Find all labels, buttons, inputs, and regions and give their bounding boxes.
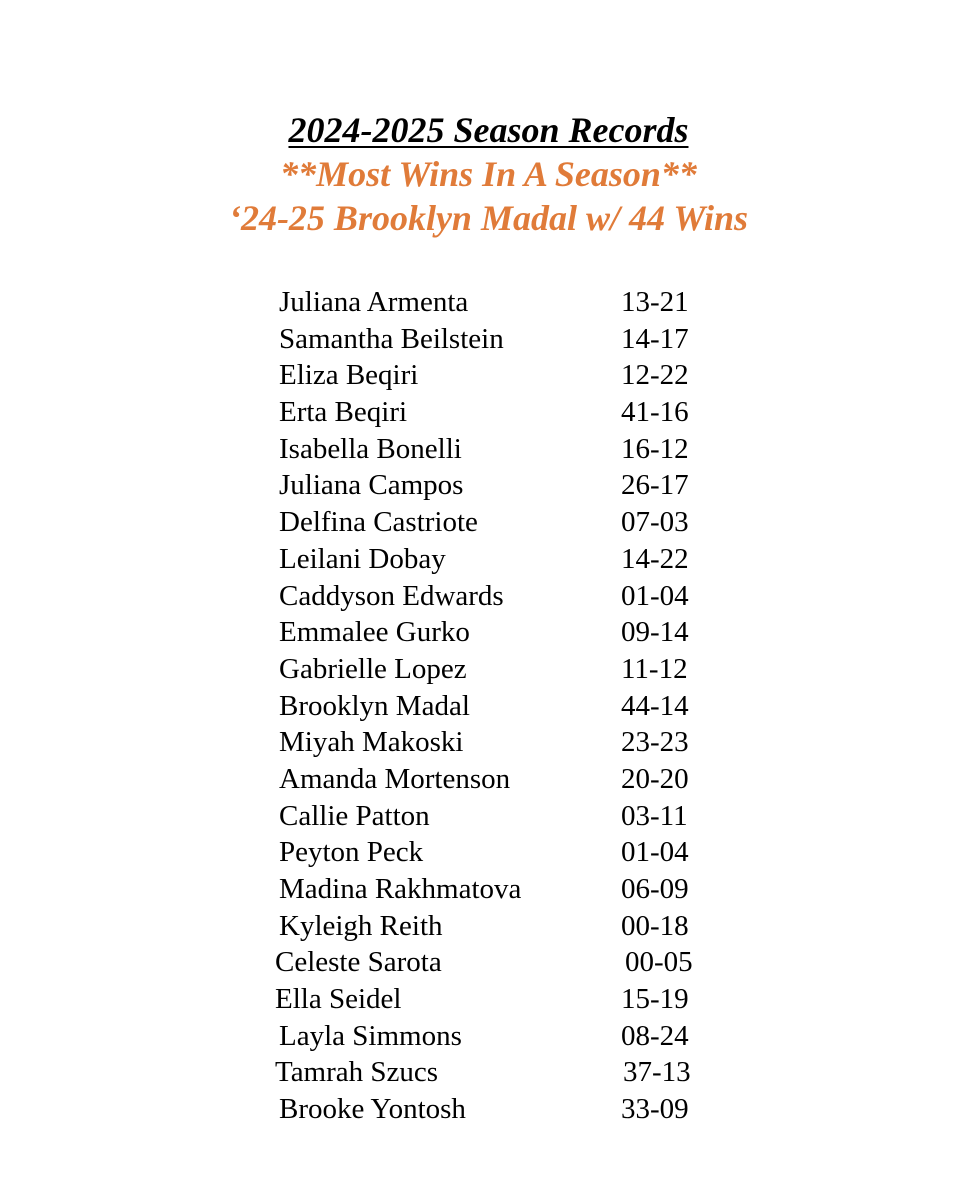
player-name: Amanda Mortenson	[279, 762, 511, 795]
player-name: Erta Beqiri	[279, 396, 408, 429]
player-name: Isabella Bonelli	[279, 432, 462, 465]
most-wins-heading: **Most Wins In A Season**	[280, 154, 697, 194]
records-header	[0, 108, 977, 240]
player-name: Callie Patton	[279, 799, 430, 832]
player-record: 15-19	[621, 983, 689, 1016]
record-row	[0, 1018, 977, 1055]
player-name: Emmalee Gurko	[279, 616, 470, 649]
player-name: Juliana Campos	[279, 469, 464, 502]
player-record: 14-22	[621, 542, 689, 575]
player-name: Kyleigh Reith	[279, 909, 443, 942]
player-name: Juliana Armenta	[279, 286, 469, 318]
player-name: Samantha Beilstein	[279, 322, 504, 355]
player-record: 13-21	[621, 286, 689, 318]
player-name: Layla Simmons	[279, 1019, 462, 1052]
record-row	[0, 394, 977, 431]
record-row	[0, 321, 977, 358]
record-row	[0, 541, 977, 578]
player-name: Celeste Sarota	[275, 946, 442, 979]
page-title: 2024-2025 Season Records	[288, 110, 689, 150]
player-name: Madina Rakhmatova	[279, 873, 522, 905]
player-record: 20-20	[621, 762, 689, 795]
player-record: 37-13	[623, 1056, 691, 1089]
player-record: 23-23	[621, 726, 689, 759]
records-list	[0, 284, 977, 1128]
record-row	[0, 431, 977, 468]
player-record: 01-04	[621, 579, 689, 612]
player-name: Ella Seidel	[275, 983, 402, 1016]
most-wins-holder: ‘24-25 Brooklyn Madal w/ 44 Wins	[228, 198, 749, 238]
player-record: 12-22	[621, 359, 689, 392]
player-name: Caddyson Edwards	[279, 579, 504, 612]
player-record: 09-14	[621, 616, 689, 649]
player-name: Delfina Castriote	[279, 506, 478, 539]
record-row	[0, 834, 977, 871]
player-record: 11-12	[621, 652, 688, 685]
player-record: 41-16	[621, 396, 689, 429]
player-name: Peyton Peck	[279, 836, 424, 869]
player-name: Miyah Makoski	[279, 726, 464, 759]
player-record: 08-24	[621, 1019, 689, 1052]
player-record: 00-05	[625, 946, 693, 979]
record-row	[0, 578, 977, 615]
record-row	[0, 1091, 977, 1128]
record-row	[0, 871, 977, 908]
player-name: Eliza Beqiri	[279, 359, 419, 392]
record-row	[0, 651, 977, 688]
record-row	[0, 761, 977, 798]
record-row	[0, 467, 977, 504]
player-name: Brooke Yontosh	[279, 1093, 466, 1126]
player-record: 44-14	[621, 689, 689, 722]
record-row	[0, 1054, 977, 1091]
player-record: 16-12	[621, 432, 689, 465]
record-row	[0, 944, 977, 981]
player-record: 07-03	[621, 506, 689, 539]
record-row	[0, 504, 977, 541]
record-row	[0, 981, 977, 1018]
record-row	[0, 284, 977, 321]
player-record: 33-09	[621, 1093, 689, 1126]
player-record: 01-04	[621, 836, 689, 869]
record-row	[0, 908, 977, 945]
player-record: 03-11	[621, 799, 688, 832]
player-name: Brooklyn Madal	[279, 689, 470, 722]
record-row	[0, 614, 977, 651]
record-row	[0, 688, 977, 725]
player-record: 14-17	[621, 322, 689, 355]
player-record: 06-09	[621, 873, 689, 905]
player-name: Tamrah Szucs	[275, 1056, 439, 1089]
player-record: 00-18	[621, 909, 689, 942]
player-record: 26-17	[621, 469, 689, 502]
record-row	[0, 724, 977, 761]
player-name: Gabrielle Lopez	[279, 652, 467, 685]
record-row	[0, 798, 977, 835]
record-row	[0, 357, 977, 394]
player-name: Leilani Dobay	[279, 542, 446, 575]
